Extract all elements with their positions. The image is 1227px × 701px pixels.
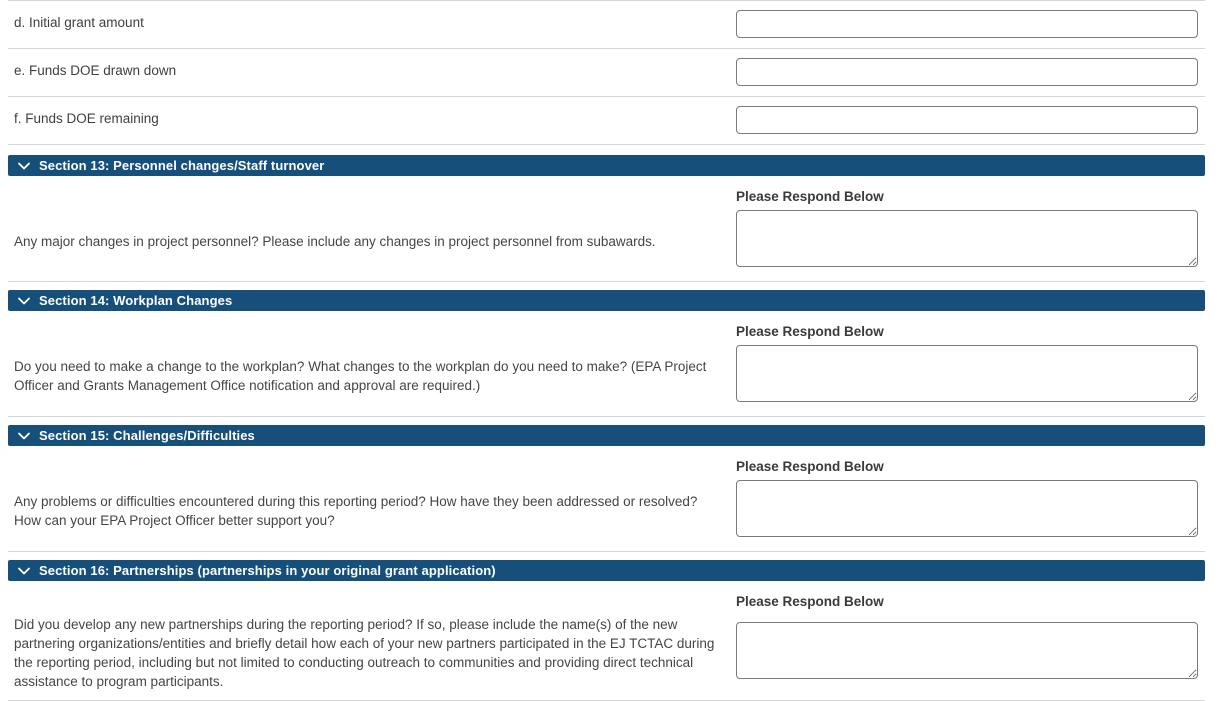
section-16-response-textarea[interactable] [736, 622, 1198, 679]
field-label-cell [8, 10, 736, 32]
field-row-funds-drawn-down [8, 49, 1205, 97]
chevron-down-icon [18, 567, 30, 575]
section-question: Did you develop any new partnerships during the reporting period? If so, please include the name(s) of the new partnering organizations/entities and briefly detail how each of your new partners participated in the EJ TCTAC during the reporting period, including but not limited to conducting outreach to communities and providing direct technical assistance to program participants. [14, 617, 715, 689]
field-label-cell [8, 58, 736, 80]
section-13-response-textarea[interactable] [736, 210, 1198, 267]
funds-doe-drawn-down-input[interactable] [736, 58, 1198, 86]
chevron-down-icon [18, 432, 30, 440]
respond-row [8, 187, 1205, 206]
question-row [8, 345, 1205, 416]
initial-grant-amount-input[interactable] [736, 10, 1198, 38]
field-input-cell [736, 106, 1205, 134]
field-row-initial-grant-amount [8, 1, 1205, 49]
respond-label: Please Respond Below [736, 459, 884, 474]
funds-doe-remaining-input[interactable] [736, 106, 1198, 134]
respond-label: Please Respond Below [736, 189, 884, 204]
question-row [8, 210, 1205, 281]
grant-report-form [8, 0, 1205, 701]
section-14-response-textarea[interactable] [736, 345, 1198, 402]
respond-label: Please Respond Below [736, 594, 884, 609]
section-15-response-textarea[interactable] [736, 480, 1198, 537]
chevron-down-icon [18, 162, 30, 170]
section-16-header[interactable] [8, 560, 1205, 581]
field-label-cell [8, 106, 736, 128]
section-13-header[interactable] [8, 155, 1205, 176]
section-question: Any major changes in project personnel? Please include any changes in project personnel from subawards. [14, 233, 656, 249]
respond-row [8, 457, 1205, 476]
section-title: Section 13: Personnel changes/Staff turnover [39, 158, 325, 173]
question-row [8, 615, 1205, 700]
field-input-cell [736, 58, 1205, 86]
section-16 [8, 560, 1205, 701]
section-15-header[interactable] [8, 425, 1205, 446]
respond-row [8, 592, 1205, 611]
respond-label: Please Respond Below [736, 324, 884, 339]
chevron-down-icon [18, 297, 30, 305]
field-row-funds-remaining [8, 97, 1205, 145]
field-label: e. Funds DOE drawn down [14, 63, 177, 78]
section-14-header[interactable] [8, 290, 1205, 311]
section-question: Do you need to make a change to the workplan? What changes to the workplan do you need to make? (EPA Project Officer and Grants Management Office notification and approval are required.) [14, 359, 707, 393]
section-15 [8, 425, 1205, 552]
field-label: f. Funds DOE remaining [14, 111, 159, 126]
section-title: Section 15: Challenges/Difficulties [39, 428, 255, 443]
section-13 [8, 155, 1205, 282]
question-row [8, 480, 1205, 551]
section-14 [8, 290, 1205, 417]
section-title: Section 16: Partnerships (partnerships in your original grant application) [39, 563, 496, 578]
field-input-cell [736, 10, 1205, 38]
section-title: Section 14: Workplan Changes [39, 293, 233, 308]
field-label: d. Initial grant amount [14, 15, 144, 30]
section-question: Any problems or difficulties encountered during this reporting period? How have they been addressed or resolved? How can your EPA Project Officer better support you? [14, 494, 698, 528]
respond-row [8, 322, 1205, 341]
